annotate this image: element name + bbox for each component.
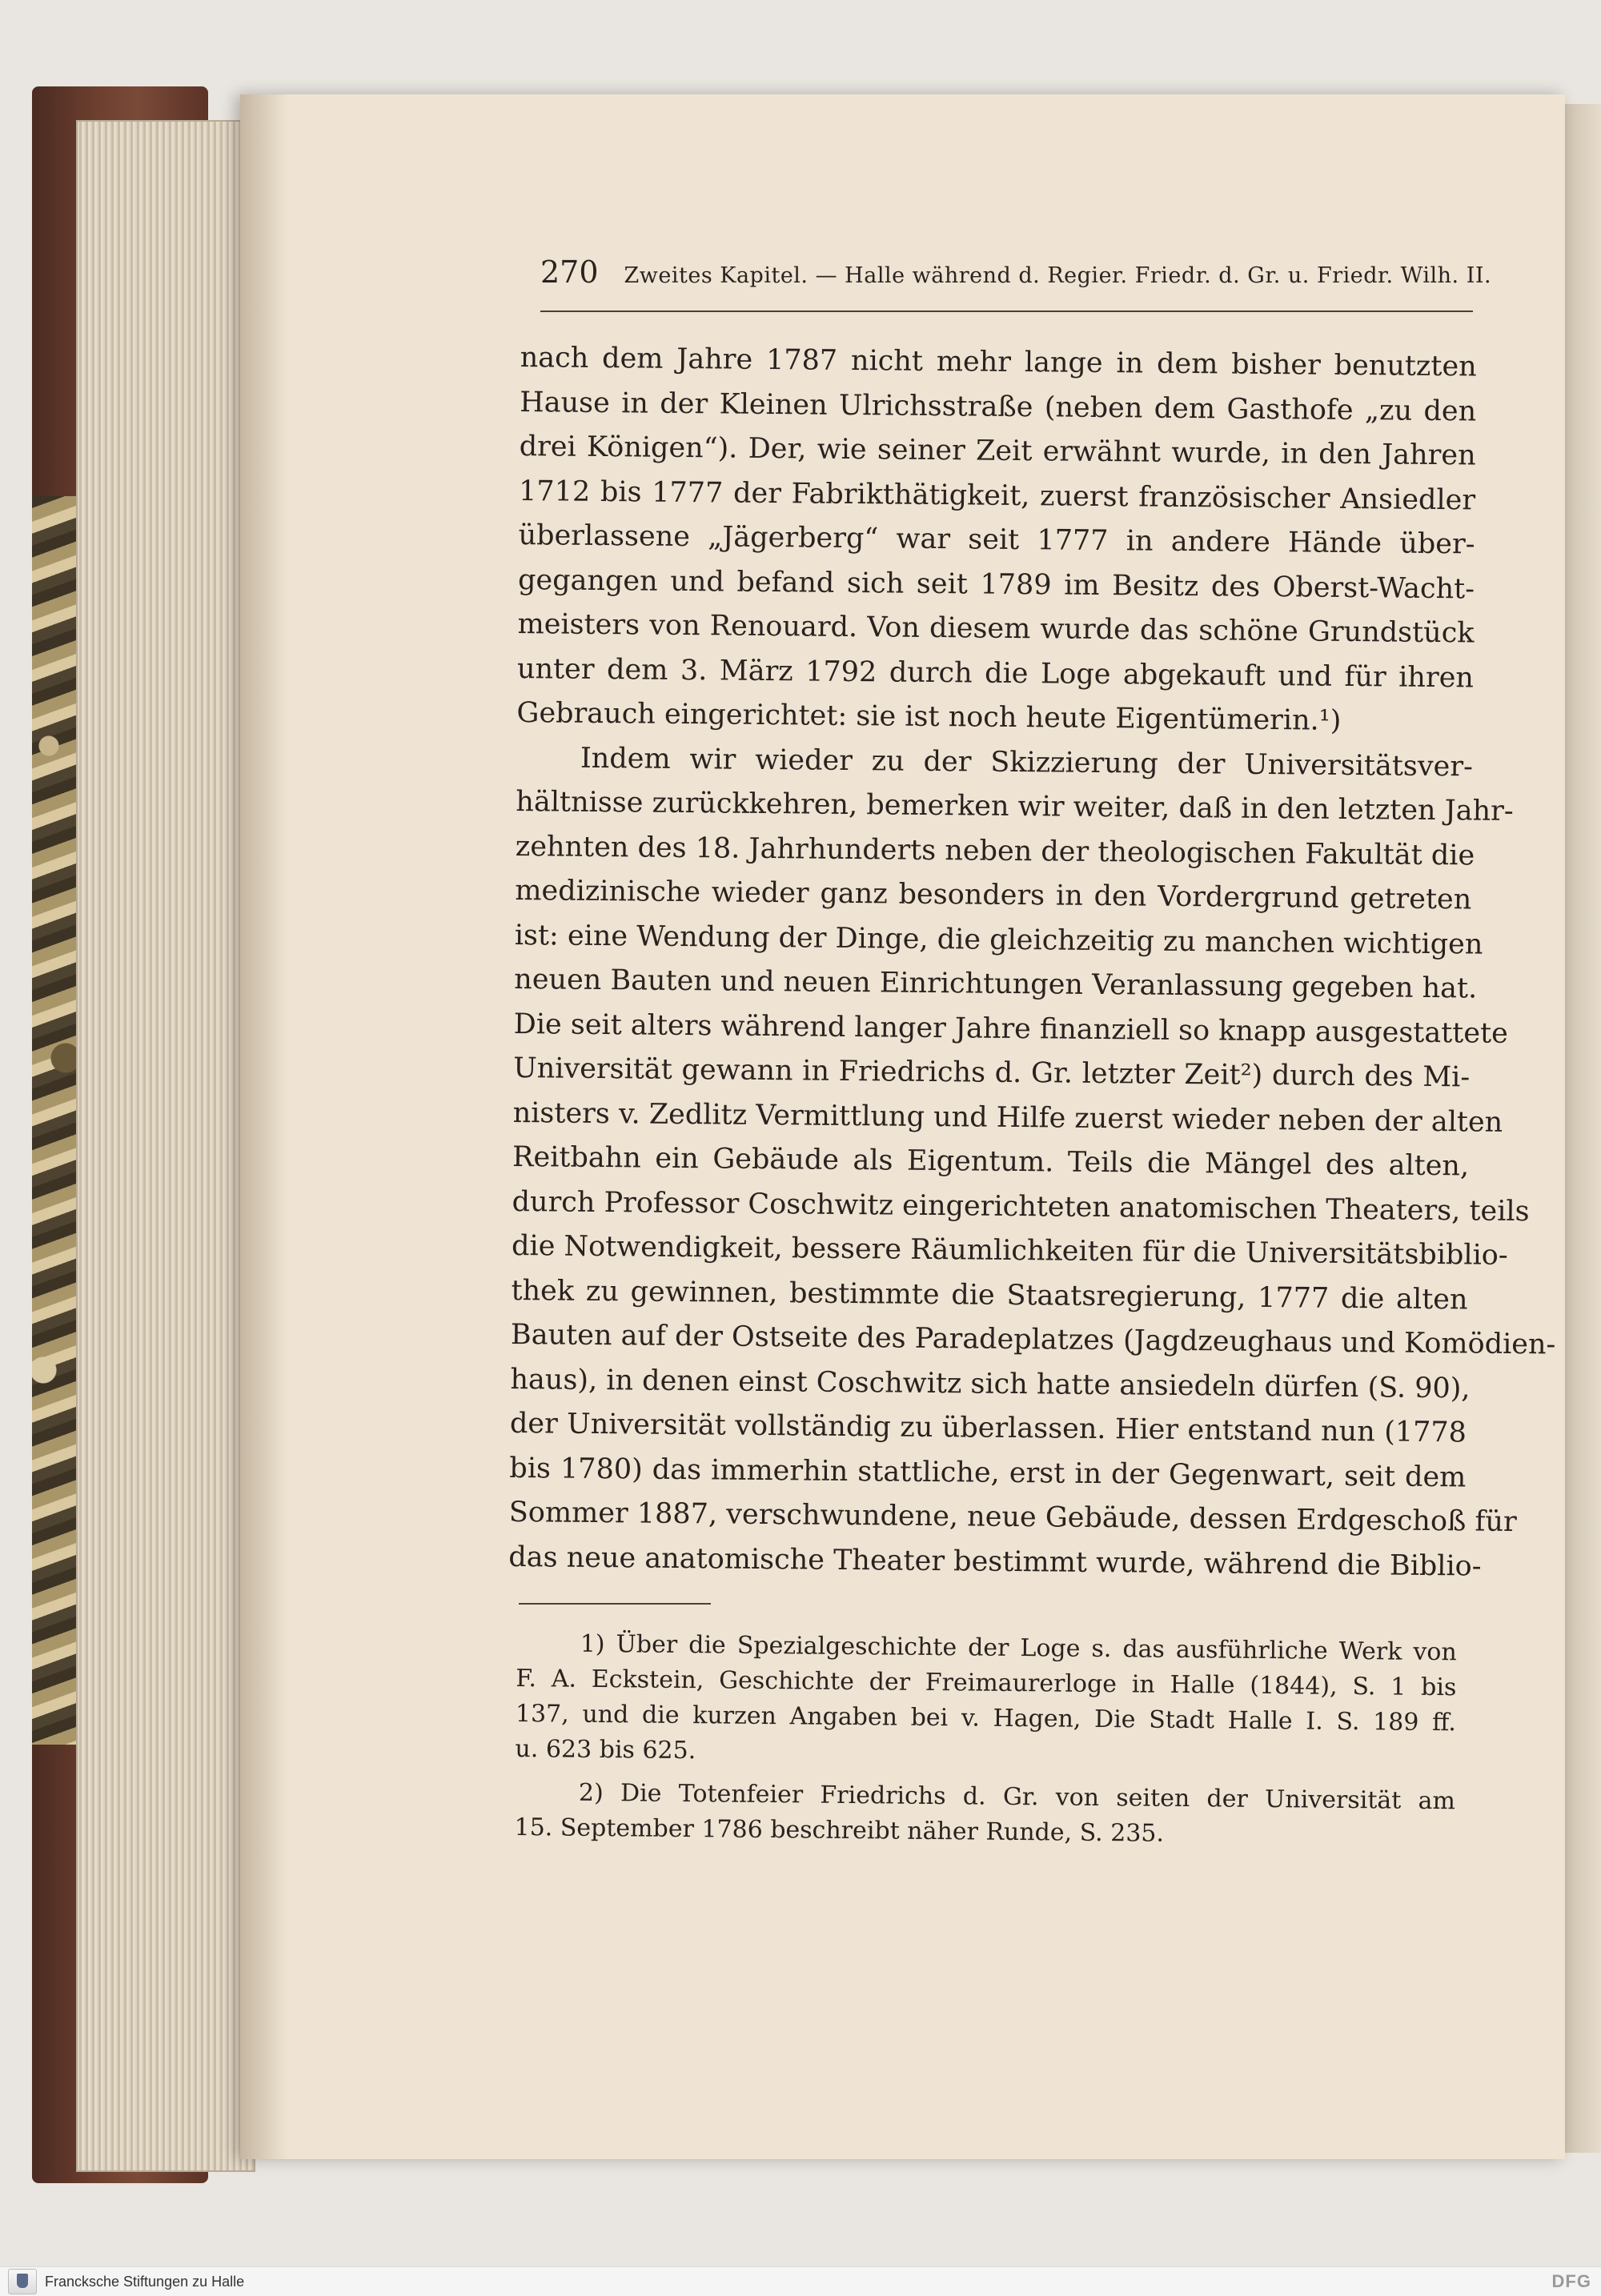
page-edges <box>76 120 255 2172</box>
text-line: die Notwendigkeit, bessere Räumlichkeiten für die Universitätsbiblio- <box>511 1229 1508 1272</box>
dfg-logo[interactable]: DFG <box>1551 2271 1591 2291</box>
text-line: medizinische wieder ganz besonders in den Vordergrund getreten <box>515 874 1472 916</box>
text-line: Indem wir wieder zu der Skizzierung der Universitätsver- <box>580 742 1474 783</box>
institution-block[interactable] <box>0 2269 244 2294</box>
text-line: hältnisse zurückkehren, bemerken wir weiter, daß in den letzten Jahr- <box>516 785 1514 827</box>
text-line: bis 1780) das immerhin stattliche, erst in der Gegenwart, seit dem <box>509 1452 1467 1493</box>
text-line: Hause in der Kleinen Ulrichsstraße (neben dem Gasthofe „zu den <box>520 386 1477 427</box>
text-line: gegangen und befand sich seit 1789 im Besitz des Oberst-Wacht- <box>517 563 1475 605</box>
text-line: 1712 bis 1777 der Fabrikthätigkeit, zuerst französischer Ansiedler <box>518 475 1476 516</box>
footnote-rule <box>519 1603 711 1605</box>
text-line: thek zu gewinnen, bestimmte die Staatsregierung, 1777 die alten <box>511 1274 1468 1316</box>
text-line: das neue anatomische Theater bestimmt wurde, während die Biblio- <box>508 1541 1482 1583</box>
text-line: meisters von Renouard. Von diesem wurde das schöne Grundstück <box>517 607 1475 650</box>
footnotes <box>514 1626 1457 1854</box>
text-line: überlassene „Jägerberg“ war seit 1777 in andere Hände über- <box>518 519 1475 561</box>
text-line: Die seit alters während langer Jahre finanziell so knapp ausgestattete <box>513 1008 1509 1050</box>
text-line: haus), in denen einst Coschwitz sich hatte ansiedeln dürfen (S. 90), <box>510 1363 1471 1404</box>
page-number: 270 <box>540 254 599 290</box>
body-text <box>508 336 1556 1589</box>
franckesche-stiftungen-logo-icon <box>8 2269 37 2294</box>
institution-name: Francksche Stiftungen zu Halle <box>45 2273 245 2290</box>
running-title: Zweites Kapitel. — Halle während d. Regier. Friedr. d. Gr. u. Friedr. Wilh. II. <box>624 263 1492 288</box>
gutter-shadow <box>240 94 288 2159</box>
footnote-line: 15. September 1786 beschreibt näher Runde, S. 235. <box>514 1813 1165 1848</box>
footnote-line: 137, und die kurzen Angaben bei v. Hagen, Die Stadt Halle I. S. 189 ff. <box>515 1699 1457 1737</box>
text-line: Reitbahn ein Gebäude als Eigentum. Teils die Mängel des alten, <box>512 1140 1470 1183</box>
facing-page-edge <box>1565 104 1601 2153</box>
text-line: Sommer 1887, verschwundene, neue Gebäude, dessen Erdgeschoß für <box>508 1496 1517 1539</box>
text-line: der Universität vollständig zu überlassen. Hier entstand nun (1778 <box>509 1407 1467 1449</box>
header-rule <box>540 311 1473 312</box>
running-header <box>540 254 1492 303</box>
text-line: Universität gewann in Friedrichs d. Gr. letzter Zeit²) durch des Mi- <box>513 1052 1471 1094</box>
text-line: neuen Bauten und neuen Einrichtungen Veranlassung gegeben hat. <box>514 963 1478 1005</box>
text-line: Bauten auf der Ostseite des Paradeplatzes (Jagdzeughaus und Komödien- <box>510 1318 1556 1361</box>
viewer-footer <box>0 2266 1601 2296</box>
footnote-line: 2) Die Totenfeier Friedrichs d. Gr. von seiten der Universität am <box>578 1778 1456 1816</box>
text-line: Gebrauch eingerichtet: sie ist noch heute Eigentümerin.¹) <box>516 696 1342 737</box>
footnote-line: u. 623 bis 625. <box>515 1734 696 1765</box>
footnote-line: 1) Über die Spezialgeschichte der Loge s. das ausführliche Werk von <box>580 1629 1457 1667</box>
text-line: drei Königen“). Der, wie seiner Zeit erwähnt wurde, in den Jahren <box>519 430 1476 472</box>
text-line: unter dem 3. März 1792 durch die Loge abgekauft und für ihren <box>516 652 1475 694</box>
text-line: zehnten des 18. Jahrhunderts neben der theologischen Fakultät die <box>515 830 1475 872</box>
footnote-line: F. A. Eckstein, Geschichte der Freimaurerloge in Halle (1844), S. 1 bis <box>516 1664 1457 1702</box>
text-line: nisters v. Zedlitz Vermittlung und Hilfe zuerst wieder neben der alten <box>512 1096 1503 1139</box>
text-line: durch Professor Coschwitz eingerichteten anatomischen Theaters, teils <box>512 1185 1530 1228</box>
text-line: nach dem Jahre 1787 nicht mehr lange in dem bisher benutzten <box>520 341 1477 383</box>
text-line: ist: eine Wendung der Dinge, die gleichzeitig zu manchen wichtigen <box>514 919 1483 961</box>
